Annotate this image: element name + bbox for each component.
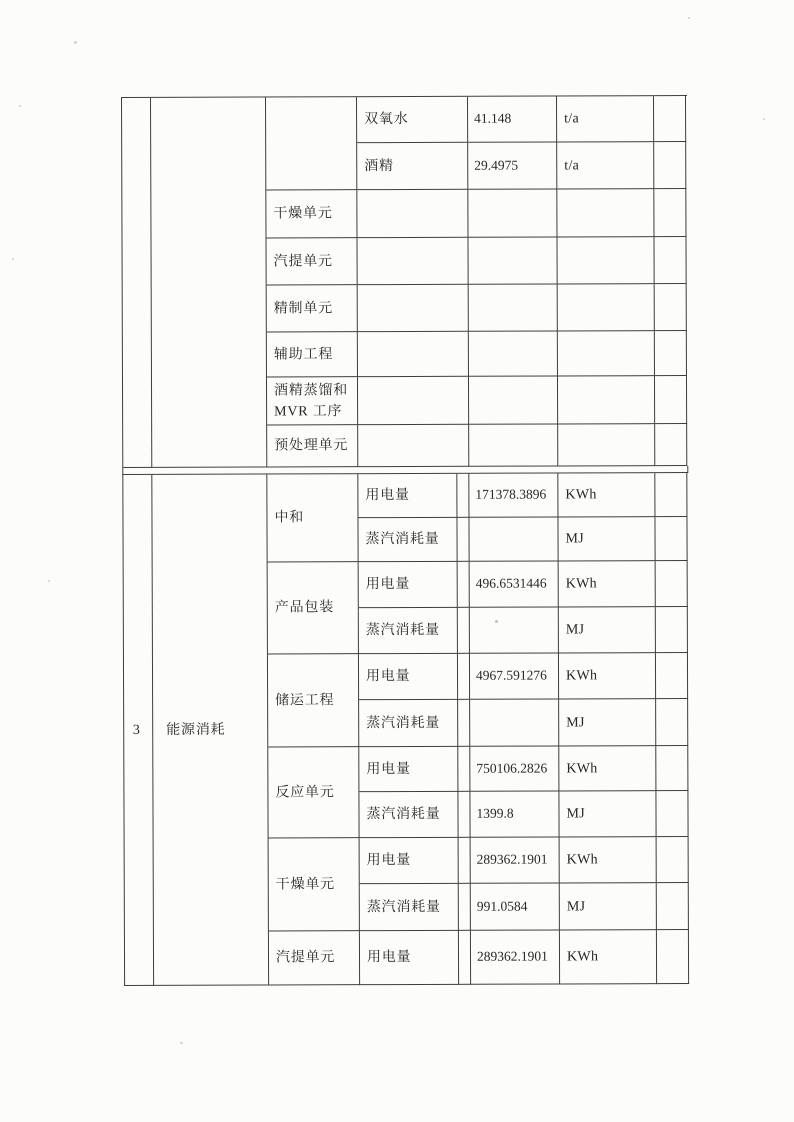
- process-name-cell: 储运工程: [268, 654, 359, 747]
- metric-name-cell: 用电量: [360, 838, 459, 884]
- scan-speck: [19, 105, 21, 107]
- remark-cell-empty: [656, 653, 688, 699]
- category-name-cell: 能源消耗: [152, 474, 269, 985]
- unit-cell-empty: [557, 189, 654, 237]
- remark-cell-empty: [656, 791, 688, 837]
- metric-name-cell: 用电量: [359, 562, 458, 608]
- remark-cell-empty: [655, 284, 687, 331]
- scan-speck: [48, 580, 50, 582]
- spacer-cell: [458, 747, 470, 792]
- value-cell: 289362.1901: [471, 930, 560, 984]
- value-cell-empty: [468, 237, 557, 284]
- process-name-cell: 汽提单元: [266, 238, 357, 285]
- index-cell-empty: [122, 98, 152, 468]
- remark-cell-empty: [656, 699, 688, 746]
- material-name-cell: 酒精: [357, 143, 468, 190]
- spacer-cell: [458, 792, 470, 838]
- spacer-cell: [458, 562, 470, 608]
- remark-cell-empty: [657, 883, 689, 930]
- metric-name-cell: 蒸汽消耗量: [360, 884, 459, 931]
- unit-cell: t/a: [557, 142, 654, 189]
- spacer-cell: [457, 474, 469, 518]
- metric-name-cell: 用电量: [359, 654, 458, 700]
- remark-cell-empty: [657, 930, 689, 984]
- unit-cell: MJ: [559, 699, 656, 746]
- value-cell: 289362.1901: [471, 837, 560, 883]
- material-name-cell-empty: [357, 190, 468, 238]
- value-cell-empty: [468, 189, 557, 237]
- process-name-cell: 干燥单元: [266, 190, 357, 238]
- remark-cell-empty: [657, 837, 689, 883]
- unit-cell: t/a: [557, 96, 654, 142]
- spacer-cell: [459, 838, 471, 884]
- value-cell: 41.148: [468, 96, 557, 142]
- remark-cell-empty: [654, 96, 686, 142]
- table-upper-section: [121, 95, 688, 468]
- metric-name-cell: 蒸汽消耗量: [358, 518, 457, 562]
- scan-speck: [74, 41, 77, 44]
- unit-cell-empty: [557, 237, 654, 284]
- remark-cell-empty: [655, 424, 687, 466]
- metric-name-cell: 蒸汽消耗量: [359, 608, 458, 654]
- value-cell: 496.6531446: [470, 561, 559, 607]
- process-name-cell: 反应单元: [268, 747, 359, 838]
- spacer-cell: [458, 654, 470, 700]
- process-name-cell-empty: [266, 97, 357, 190]
- unit-cell: KWh: [560, 837, 657, 883]
- remark-cell-empty: [655, 473, 687, 517]
- value-cell: 29.4975: [468, 142, 557, 189]
- unit-cell: KWh: [559, 653, 656, 699]
- process-name-cell: 干燥单元: [269, 838, 360, 931]
- process-name-cell: 酒精蒸馏和MVR 工序: [267, 377, 358, 425]
- remark-cell-empty: [656, 607, 688, 653]
- spacer-cell: [459, 931, 471, 985]
- unit-cell: KWh: [560, 930, 657, 984]
- remark-cell-empty: [656, 746, 688, 791]
- unit-cell-empty: [558, 331, 655, 376]
- remark-cell-empty: [656, 561, 688, 607]
- remark-cell-empty: [655, 376, 687, 424]
- process-name-cell: 精制单元: [267, 285, 358, 332]
- material-name-cell-empty: [358, 425, 469, 467]
- value-cell: 991.0584: [471, 883, 560, 930]
- unit-cell-empty: [558, 424, 655, 466]
- unit-cell: MJ: [560, 883, 657, 930]
- remark-cell-empty: [655, 517, 687, 561]
- material-name-cell-empty: [358, 332, 469, 377]
- spacer-cell: [458, 700, 470, 747]
- spacer-cell: [457, 518, 469, 562]
- remark-cell-empty: [655, 331, 687, 376]
- unit-cell: KWh: [558, 473, 655, 517]
- value-cell: 4967.591276: [470, 653, 559, 699]
- value-cell: 750106.2826: [470, 746, 559, 791]
- metric-name-cell: 蒸汽消耗量: [359, 792, 458, 838]
- material-name-cell-empty: [358, 285, 469, 332]
- consumption-table: [121, 95, 690, 986]
- unit-cell: MJ: [559, 607, 656, 653]
- process-name-cell: 辅助工程: [267, 332, 358, 377]
- value-cell: 1399.8: [470, 791, 559, 837]
- value-cell: 171378.3896: [469, 473, 558, 517]
- unit-cell-empty: [558, 284, 655, 331]
- scan-speck: [688, 17, 690, 19]
- value-cell: [470, 607, 559, 653]
- spacer-cell: [458, 608, 470, 654]
- scan-speck: [12, 258, 14, 260]
- spacer-cell: [459, 884, 471, 931]
- remark-cell-empty: [654, 142, 686, 189]
- material-name-cell-empty: [358, 377, 469, 425]
- unit-cell: KWh: [559, 561, 656, 607]
- process-name-cell: 产品包装: [268, 562, 359, 654]
- metric-name-cell: 用电量: [360, 931, 459, 985]
- value-cell: [470, 699, 559, 746]
- unit-cell: KWh: [559, 746, 656, 791]
- metric-name-cell: 用电量: [359, 747, 458, 792]
- remark-cell-empty: [654, 237, 686, 284]
- row-index-cell: 3: [123, 475, 154, 986]
- table-lower-section: [122, 472, 689, 986]
- scan-speck: [180, 1042, 183, 1044]
- process-name-cell: 中和: [267, 474, 358, 562]
- unit-cell-empty: [558, 376, 655, 424]
- category-cell-empty: [151, 97, 267, 467]
- scan-speck: [763, 118, 765, 120]
- value-cell-empty: [469, 424, 558, 466]
- unit-cell: MJ: [559, 791, 656, 837]
- value-cell-empty: [469, 376, 558, 424]
- metric-name-cell: 蒸汽消耗量: [359, 700, 458, 747]
- material-name-cell: 双氧水: [357, 97, 468, 143]
- value-cell-empty: [469, 331, 558, 376]
- process-name-cell: 汽提单元: [269, 931, 360, 985]
- value-cell-empty: [469, 284, 558, 331]
- value-cell: [469, 517, 558, 561]
- remark-cell-empty: [654, 189, 686, 237]
- material-name-cell-empty: [357, 238, 468, 285]
- unit-cell: MJ: [558, 517, 655, 561]
- metric-name-cell: 用电量: [358, 474, 457, 518]
- process-name-cell: 预处理单元: [267, 425, 358, 467]
